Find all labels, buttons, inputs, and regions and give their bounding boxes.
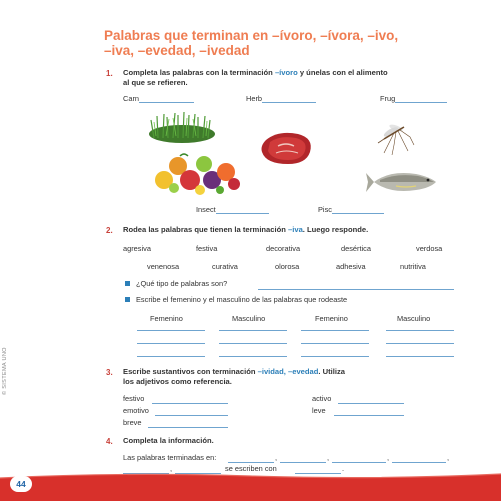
- mosquito-image: [374, 115, 416, 157]
- q2-number: 2.: [106, 226, 113, 235]
- word-insect: Insect: [196, 205, 269, 214]
- q4-instruction: Completa la información.: [123, 436, 214, 445]
- blank-frug[interactable]: [395, 94, 447, 103]
- q3-highlight: –ividad, –evedad: [257, 367, 319, 376]
- blank-emotivo[interactable]: [155, 415, 228, 416]
- q4-blank-3[interactable]: [332, 462, 386, 463]
- q4-period: .: [342, 464, 345, 473]
- word-adhesiva[interactable]: adhesiva: [336, 262, 366, 271]
- q2-bullet1-text: ¿Qué tipo de palabras son?: [136, 279, 228, 288]
- grid-line[interactable]: [137, 343, 205, 344]
- word-olorosa[interactable]: olorosa: [275, 262, 300, 271]
- adj-leve: leve: [312, 406, 326, 415]
- blank-carn[interactable]: [139, 94, 194, 103]
- word-curativa[interactable]: curativa: [212, 262, 238, 271]
- blank-herb[interactable]: [262, 94, 316, 103]
- blank-activo[interactable]: [338, 403, 404, 404]
- q4-comma-4: ,: [447, 453, 450, 462]
- blank-pisc[interactable]: [332, 205, 384, 214]
- q2-answer-line[interactable]: [258, 289, 454, 290]
- adj-breve: breve: [123, 418, 142, 427]
- q1-number: 1.: [106, 69, 113, 78]
- blank-breve[interactable]: [148, 427, 228, 428]
- q4-blank-4[interactable]: [392, 462, 446, 463]
- q4-number: 4.: [106, 437, 113, 446]
- blank-leve[interactable]: [334, 415, 404, 416]
- blank-festivo[interactable]: [152, 403, 228, 404]
- bullet-2: [125, 297, 130, 302]
- q4-blank-2[interactable]: [280, 462, 326, 463]
- q4-line2-text: se escriben con: [225, 464, 277, 473]
- q4-comma-2: ,: [327, 453, 330, 462]
- meat-image: [258, 128, 318, 168]
- adj-activo: activo: [312, 394, 332, 403]
- title-line-2: –iva, –evedad, –ivedad: [104, 43, 250, 58]
- grid-line[interactable]: [301, 343, 369, 344]
- grid-line[interactable]: [219, 343, 287, 344]
- col-masculino-2: Masculino: [397, 314, 431, 323]
- grid-line[interactable]: [137, 356, 205, 357]
- bullet-1: [125, 281, 130, 286]
- word-verdosa[interactable]: verdosa: [416, 244, 443, 253]
- word-nutritiva[interactable]: nutritiva: [400, 262, 426, 271]
- q4-comma-3: ,: [387, 453, 390, 462]
- adj-festivo: festivo: [123, 394, 145, 403]
- q1-highlight: –ívoro: [274, 68, 298, 77]
- q4-comma-1: ,: [275, 453, 278, 462]
- col-masculino-1: Masculino: [232, 314, 266, 323]
- word-decorativa[interactable]: decorativa: [266, 244, 301, 253]
- word-agresiva[interactable]: agresiva: [123, 244, 151, 253]
- col-femenino-1: Femenino: [150, 314, 183, 323]
- word-desertica[interactable]: desértica: [341, 244, 371, 253]
- grid-line[interactable]: [219, 330, 287, 331]
- grid-line[interactable]: [301, 330, 369, 331]
- copyright-side-text: © SISTEMA UNO: [2, 347, 8, 395]
- grid-line[interactable]: [219, 356, 287, 357]
- col-femenino-2: Femenino: [315, 314, 348, 323]
- q4-blank-1[interactable]: [228, 462, 274, 463]
- q2-bullet2-text: Escribe el femenino y el masculino de las palabras que rodeaste: [136, 295, 348, 304]
- word-venenosa[interactable]: venenosa: [147, 262, 180, 271]
- page-title: [104, 28, 464, 58]
- grid-line[interactable]: [386, 330, 454, 331]
- q3-instruction: Escribe sustantivos con terminación –ividad, –evedad. Utiliza los adjetivos como referencia.: [123, 367, 345, 386]
- word-carn: Carn: [123, 94, 194, 103]
- word-herb: Herb: [246, 94, 316, 103]
- word-pisc: Pisc: [318, 205, 384, 214]
- fish-image: [366, 168, 444, 196]
- q3-number: 3.: [106, 368, 113, 377]
- grass-image: [148, 110, 216, 144]
- q4-comma-5: ,: [170, 464, 173, 473]
- q2-instruction: Rodea las palabras que tienen la terminación –iva. Luego responde.: [123, 225, 369, 234]
- grid-line[interactable]: [301, 356, 369, 357]
- blank-insect[interactable]: [216, 205, 269, 214]
- title-line-1: Palabras que terminan en –ívoro, –ívora, –ivo,: [104, 28, 399, 43]
- footer-bar: [0, 470, 501, 501]
- fruits-image: [150, 150, 242, 195]
- page-number: 44: [10, 476, 32, 492]
- q1-instruction: Completa las palabras con la terminación –ívoro y únelas con el alimento al que se refieren.: [123, 68, 388, 87]
- grid-line[interactable]: [137, 330, 205, 331]
- grid-line[interactable]: [386, 356, 454, 357]
- q2-highlight: –iva: [288, 225, 303, 234]
- word-frug: Frug: [380, 94, 447, 103]
- q4-line1-text: Las palabras terminadas en:: [123, 453, 217, 462]
- word-festiva[interactable]: festiva: [196, 244, 218, 253]
- grid-line[interactable]: [386, 343, 454, 344]
- adj-emotivo: emotivo: [123, 406, 149, 415]
